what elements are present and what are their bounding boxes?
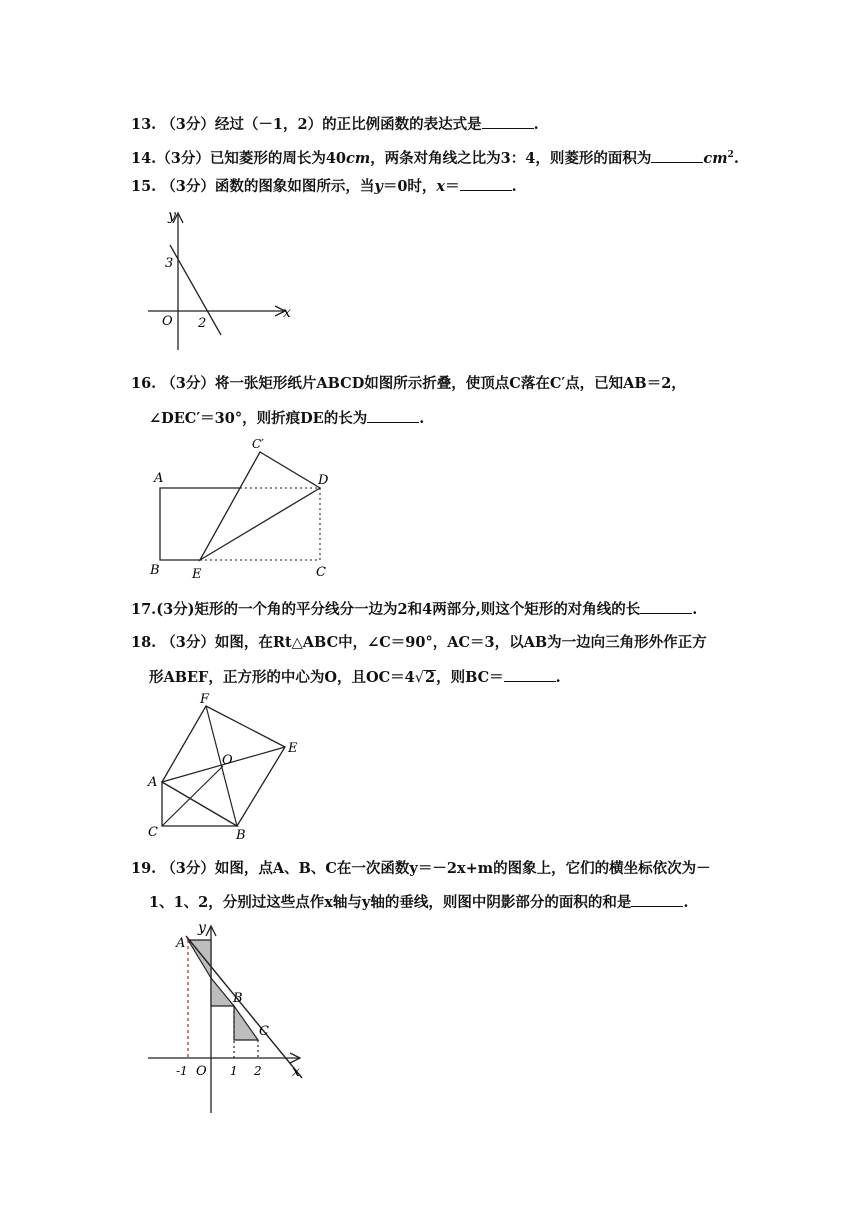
tick-label-neg1: -1 — [176, 1064, 188, 1078]
q19-period: . — [683, 894, 689, 911]
label-d: D — [318, 473, 329, 488]
q14-superscript: 2 — [727, 150, 734, 160]
q15-var-y: y — [374, 178, 383, 195]
label-f: F — [200, 692, 210, 707]
label-c-prime: C′ — [252, 437, 264, 451]
q15-text-mid: ＝0时， — [382, 178, 437, 195]
q14-text: 已知菱形的周长为40 — [209, 150, 347, 167]
q16-answer-blank[interactable] — [367, 408, 419, 423]
q16-number: 16. — [131, 375, 157, 392]
label-c: C — [148, 825, 158, 840]
q18-period: . — [555, 669, 561, 686]
q15-answer-blank[interactable] — [460, 176, 512, 191]
x-intercept-label: 2 — [198, 316, 207, 331]
label-e: E — [288, 741, 298, 756]
q13-period: . — [533, 116, 539, 133]
q13-score: （3分） — [161, 116, 215, 133]
question-19-line2 — [149, 892, 688, 913]
q17-number: 17. — [131, 601, 157, 618]
q14-text-mid: ，两条对角线之比为3：4，则菱形的面积为 — [370, 150, 652, 167]
q15-period: . — [511, 178, 517, 195]
q14-period: . — [733, 150, 739, 167]
q14-score: （3分） — [156, 150, 210, 167]
q18-sqrt-value: 2 — [425, 669, 436, 686]
question-16-line1 — [131, 374, 686, 394]
q19-answer-blank[interactable] — [631, 892, 683, 907]
q18-answer-blank[interactable] — [504, 667, 556, 682]
q19-text-2: 1、1、2，分别过这些点作x轴与y轴的垂线，则图中阴影部分的面积的和是 — [149, 894, 632, 911]
folded-triangle — [200, 452, 320, 560]
label-a: A — [176, 936, 186, 951]
label-c: C — [259, 1024, 269, 1039]
question-18-line1 — [131, 633, 707, 653]
q18-text-3: ，则BC＝ — [436, 669, 504, 686]
question-15 — [131, 176, 517, 197]
label-e: E — [192, 567, 202, 582]
label-a: A — [154, 471, 164, 486]
shaded-triangle-b — [211, 978, 234, 1006]
label-a: A — [148, 775, 158, 790]
question-18-line2 — [149, 667, 561, 688]
sqrt-sign: √ — [414, 670, 424, 686]
label-b: B — [150, 563, 160, 578]
q16-text-2: ∠DEC′＝30°，则折痕DE的长为 — [149, 410, 368, 427]
label-b: B — [236, 828, 246, 842]
y-label: y — [198, 920, 206, 936]
q16-period: . — [419, 410, 425, 427]
figure-16-fold — [140, 432, 340, 582]
question-13 — [131, 114, 539, 135]
q18-text: 如图，在Rt△ABC中，∠C＝90°，AC＝3，以AB为一边向三角形外作正方 — [214, 634, 707, 651]
q19-score: （3分） — [161, 860, 215, 877]
question-16-line2 — [149, 408, 424, 429]
q15-var-x: x — [436, 178, 446, 195]
function-line — [186, 936, 302, 1078]
figure-18-square — [140, 692, 310, 842]
label-c: C — [316, 565, 326, 580]
q17-period: . — [692, 601, 698, 618]
question-17 — [131, 599, 697, 620]
x-label: x — [292, 1064, 300, 1080]
tick-label-1: 1 — [230, 1064, 238, 1078]
question-19-line1 — [131, 859, 711, 879]
x-label: x — [283, 305, 291, 321]
q14-answer-blank[interactable] — [651, 148, 703, 163]
label-o: O — [222, 753, 233, 768]
q18-score: （3分） — [161, 634, 215, 651]
question-14 — [131, 145, 739, 169]
y-intercept-label: 3 — [165, 256, 174, 271]
q14-unit-cm2: cm — [703, 150, 728, 167]
origin-label: O — [196, 1064, 207, 1079]
segment-co — [162, 766, 223, 826]
figure-15-graph — [140, 205, 300, 355]
q17-text: 矩形的一个角的平分线分一边为2和4两部分,则这个矩形的对角线的长 — [194, 601, 641, 618]
q16-score: （3分） — [161, 375, 215, 392]
q17-answer-blank[interactable] — [640, 599, 692, 614]
q18-number: 18. — [131, 634, 157, 651]
shaded-triangle-c — [234, 1006, 258, 1040]
q13-answer-blank[interactable] — [482, 114, 534, 129]
q19-number: 19. — [131, 860, 157, 877]
q15-text: 函数的图象如图所示，当 — [214, 178, 375, 195]
q13-number: 13. — [131, 116, 157, 133]
q19-text: 如图，点A、B、C在一次函数y＝－2x+m的图象上，它们的横坐标依次为－ — [214, 860, 711, 877]
q15-equals: ＝ — [445, 178, 460, 195]
q16-text: 将一张矩形纸片ABCD如图所示折叠，使顶点C落在C′点，已知AB＝2， — [214, 375, 686, 392]
q14-number: 14. — [131, 150, 157, 167]
label-b: B — [233, 991, 243, 1006]
figure-19-graph — [140, 918, 310, 1118]
q15-score: （3分） — [161, 178, 215, 195]
q13-text: 经过（－1，2）的正比例函数的表达式是 — [214, 116, 482, 133]
origin-label: O — [162, 314, 173, 329]
q17-score: (3分) — [156, 601, 195, 618]
y-label: y — [168, 208, 176, 224]
q14-unit-cm: cm — [346, 150, 371, 167]
tick-label-2: 2 — [254, 1064, 262, 1078]
q15-number: 15. — [131, 178, 157, 195]
shaded-triangle-a — [188, 940, 211, 978]
q18-text-2: 形ABEF，正方形的中心为O，且OC＝4 — [149, 669, 415, 686]
rectangle-visible — [160, 488, 240, 560]
